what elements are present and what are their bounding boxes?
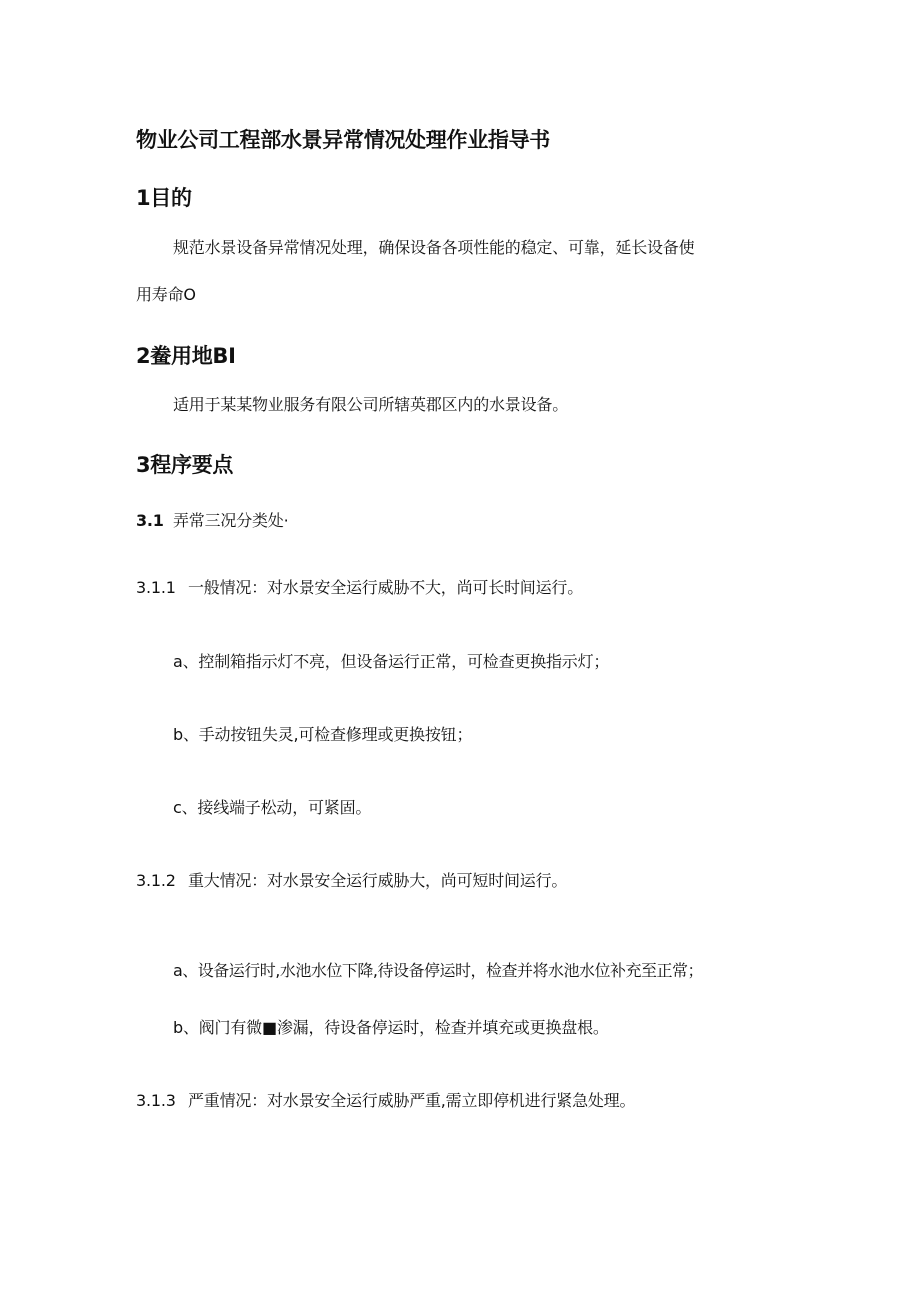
list-item: b、手动按钮失灵,可检查修理或更换按钮； xyxy=(173,725,473,744)
section-3-1-2-number: 3.1.2 xyxy=(136,871,176,890)
list-item: a、设备运行时,水池水位下降,待设备停运时，检查并将水池水位补充至正常； xyxy=(173,961,703,980)
section-3-1-line xyxy=(136,513,289,529)
section-3-1-2-line xyxy=(136,873,567,889)
section-3-1-2-text: 重大情况：对水景安全运行威胁大，尚可短时间运行。 xyxy=(188,871,568,890)
list-item: b、阀门有微■渗漏，待设备停运时，检查并填充或更换盘根。 xyxy=(173,1018,609,1037)
section-3-1-3-number: 3.1.3 xyxy=(136,1091,176,1110)
section-3-1-1-line xyxy=(136,580,583,596)
list-item: c、接线端子松动，可紧固。 xyxy=(173,798,372,817)
section-3-1-number: 3.1 xyxy=(136,511,164,530)
section-3-1-1-number: 3.1.1 xyxy=(136,578,176,597)
document-title: 物业公司工程部水景异常情况处理作业指导书 xyxy=(136,128,550,152)
section-3-1-3-line xyxy=(136,1093,635,1109)
section-1-paragraph-line-2: 用寿命O xyxy=(136,285,196,304)
section-1-paragraph-line-1: 规范水景设备异常情况处理，确保设备各项性能的稳定、可靠，延长设备使 xyxy=(173,238,695,257)
section-3-1-1-text: 一般情况：对水景安全运行威胁不大，尚可长时间运行。 xyxy=(188,578,584,597)
section-1-heading: 1目的 xyxy=(136,186,192,210)
list-item: a、控制箱指示灯不亮，但设备运行正常，可检查更换指示灯； xyxy=(173,652,610,671)
section-2-paragraph: 适用于某某物业服务有限公司所辖英郡区内的水景设备。 xyxy=(173,395,569,414)
section-3-1-text: 弄常三况分类处· xyxy=(173,511,289,530)
section-2-heading: 2鲞用地BI xyxy=(136,344,236,368)
section-3-1-3-text: 严重情况：对水景安全运行威胁严重,需立即停机进行紧急处理。 xyxy=(188,1091,636,1110)
section-3-heading: 3程序要点 xyxy=(136,453,234,477)
